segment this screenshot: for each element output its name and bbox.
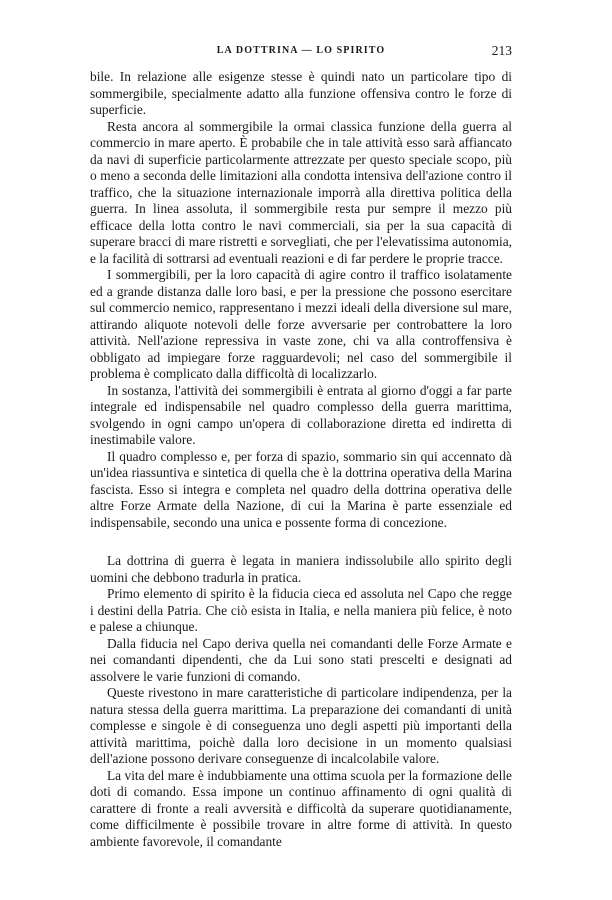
- paragraph: Dalla fiducia nel Capo deriva quella nei comandanti delle Forze Armate e nei comandanti dipendenti, che da Lui sono stati prescelti e designati ad assolvere le varie funzioni di comando.: [90, 635, 512, 684]
- paragraph: Resta ancora al sommergibile la ormai classica funzione della guerra al commercio in mare aperto. È probabile che in tale attività esso sarà affiancato da navi di superficie particolarmente attrezzate per questo speciale scopo, più o meno a seconda delle limitazioni alla condotta intensiva dell'azione contro il traffico, che la situazione internazionale imporrà alla direttiva politica della guerra. In linea assoluta, il sommergibile resta pur sempre il mezzo più efficace della lotta contro le navi commerciali, sia per la sua capacità di superare bracci di mare ristretti e sorvegliati, che per l'elevatissima autonomia, e la facilità di sottrarsi ad eventuali reazioni e di far perdere le proprie tracce.: [90, 118, 512, 266]
- paragraph: Primo elemento di spirito è la fiducia cieca ed assoluta nel Capo che regge i destini della Patria. Che ciò esista in Italia, e nella maniera più felice, è noto e palese a chiunque.: [90, 586, 512, 634]
- page-header: [90, 45, 512, 61]
- paragraph: Queste rivestono in mare caratteristiche di particolare indipendenza, per la natura stessa della guerra marittima. La preparazione dei comandanti di unità complesse e singole è di conseguenza uno degli aspetti più importanti della attività marittima, poichè dalla loro decisione in un momento qualsiasi dell'azione possono derivare conseguenze di incalcolabile valore.: [90, 685, 512, 766]
- paragraph: bile. In relazione alle esigenze stesse è quindi nato un particolare tipo di sommergibile, specialmente adatto alla funzione offensiva contro le forze di superficie.: [90, 69, 512, 117]
- paragraph: La vita del mare è indubbiamente una ottima scuola per la formazione delle doti di comando. Essa impone un continuo affinamento di ogni qualità di carattere di fronte a reali avversità e difficoltà da superare quotidianamente, come difficilmente è possibile trovare in altre forme di attività. In questo ambiente favorevole, il comandante: [90, 767, 512, 849]
- paragraph: I sommergibili, per la loro capacità di agire contro il traffico isolatamente ed a grande distanza dalle loro basi, e per la pressione che possono esercitare sul commercio nemico, rappresentano i mezzi ideali della diversione sul mare, attirando aliquote notevoli delle forze avversarie per controbattere la loro attività. Nell'azione repressiva in vaste zone, chi va alla controffensiva è obbligato ad impiegare forze ragguardevoli; nel caso del sommergibile il problema è complicato dalla difficoltà di localizzarlo.: [90, 267, 512, 381]
- paragraph: In sostanza, l'attività dei sommergibili è entrata al giorno d'oggi a far parte integrale ed indispensabile nel quadro complesso della guerra marittima, svolgendo in ogni campo un'opera di collaborazione diretta ed indiretta di inestimabile valore.: [90, 382, 512, 447]
- paragraph: La dottrina di guerra è legata in maniera indissolubile allo spirito degli uomini che debbono tradurla in pratica.: [90, 553, 512, 585]
- page-number: 213: [491, 43, 512, 58]
- paragraph: Il quadro complesso e, per forza di spazio, sommario sin qui accennato dà un'idea riassuntiva e sintetica di quella che è la dottrina operativa della Marina fascista. Esso si integra e completa nel quadro della dottrina operativa delle altre Forze Armate della Nazione, di cui la Marina è parte essenziale ed indispensabile, secondo una unica e possente forma di concezione.: [90, 448, 512, 530]
- running-title: LA DOTTRINA — LO SPIRITO: [216, 45, 386, 56]
- body-text: [90, 69, 512, 850]
